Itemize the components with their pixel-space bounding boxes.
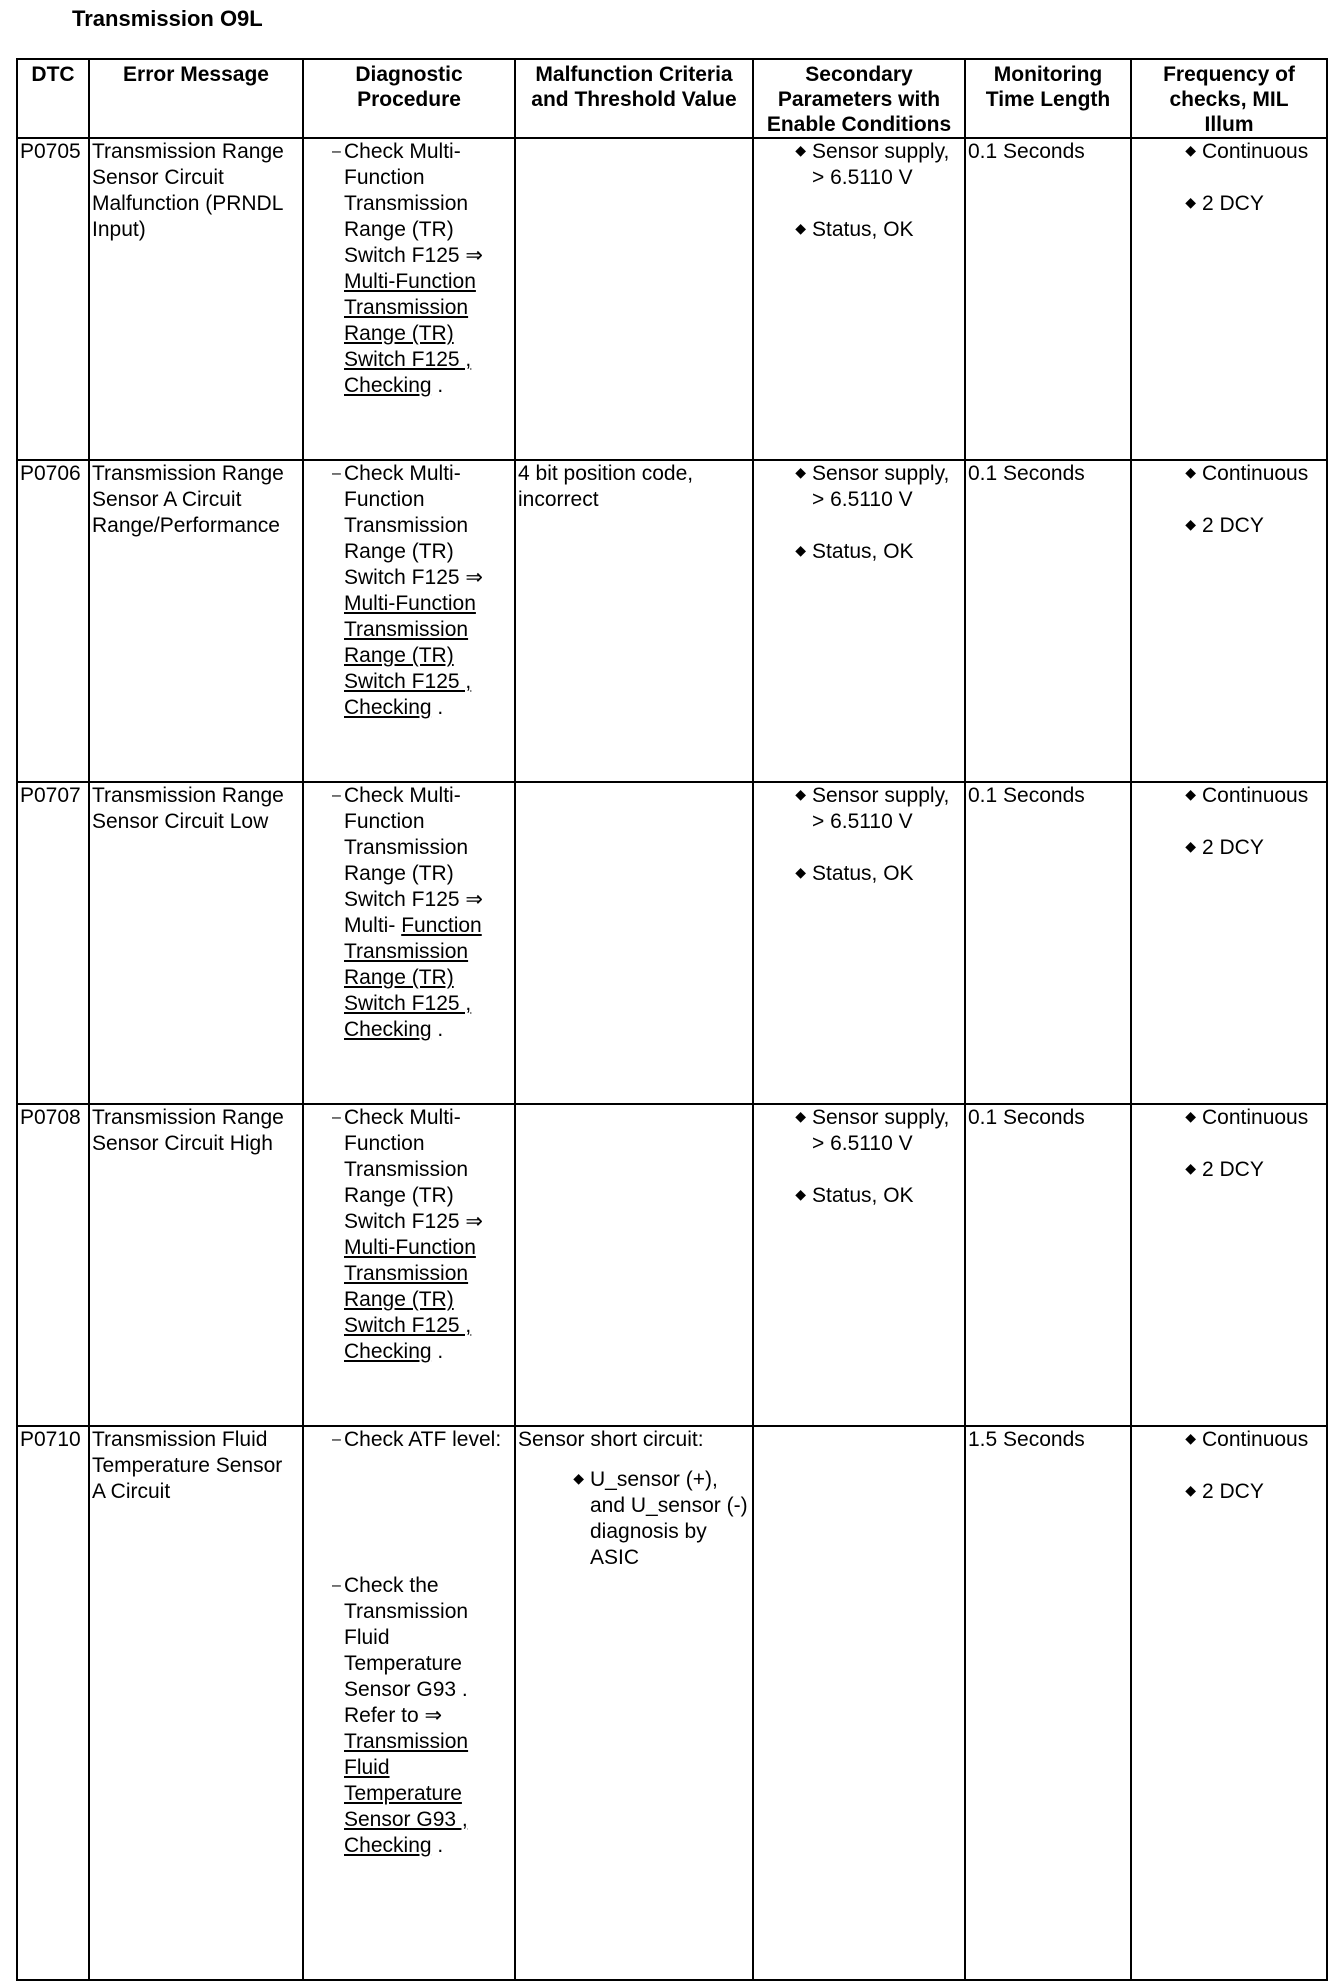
- diamond-bullet-icon: ◆: [1185, 464, 1196, 480]
- dtc-code: P0707: [17, 782, 89, 1104]
- procedure-link[interactable]: Transmission Fluid Temperature Sensor G93 , Checking: [344, 1730, 469, 1857]
- error-message: Transmission Range Sensor Circuit Malfunction (PRNDL Input): [89, 138, 303, 460]
- dash-icon: –: [332, 465, 341, 482]
- header-error-message: Error Message: [89, 59, 303, 138]
- secondary-parameters: [753, 1426, 965, 1980]
- table-row: [17, 1426, 1327, 1980]
- diagnostic-procedure: – Check Multi-Function Transmission Range (TR) Switch F125 ⇒ Multi- Function Transmission Range (TR) Switch F125 , Checking .: [303, 782, 515, 1104]
- error-message: Transmission Range Sensor A Circuit Range/Performance: [89, 460, 303, 782]
- procedure-link[interactable]: Multi-Function Transmission Range (TR) Switch F125 , Checking: [344, 270, 476, 397]
- diamond-bullet-icon: ◆: [1185, 1482, 1196, 1498]
- procedure-link[interactable]: Multi-Function Transmission Range (TR) Switch F125 , Checking: [344, 1236, 476, 1363]
- dash-icon: –: [332, 143, 341, 160]
- list-item: ◆ Sensor supply, > 6.5110 V: [790, 783, 962, 835]
- malfunction-criteria: [515, 138, 753, 460]
- diamond-bullet-icon: ◆: [795, 142, 806, 158]
- monitoring-time: 0.1 Seconds: [965, 460, 1131, 782]
- diagnostic-procedure: – Check Multi-Function Transmission Range (TR) Switch F125 ⇒ Multi-Function Transmission Range (TR) Switch F125 , Checking .: [303, 460, 515, 782]
- malfunction-criteria: 4 bit position code, incorrect: [515, 460, 753, 782]
- diamond-bullet-icon: ◆: [1185, 194, 1196, 210]
- list-item: ◆ U_sensor (+), and U_sensor (-) diagnosis by ASIC: [568, 1467, 750, 1571]
- header-malfunction-criteria: Malfunction Criteria and Threshold Value: [515, 59, 753, 138]
- list-item: ◆ 2 DCY: [1180, 191, 1324, 217]
- list-item: ◆ Continuous: [1180, 1105, 1324, 1131]
- procedure-link[interactable]: Function Transmission Range (TR) Switch F125 , Checking: [344, 914, 482, 1041]
- error-message: Transmission Fluid Temperature Sensor A Circuit: [89, 1426, 303, 1980]
- diamond-bullet-icon: ◆: [1185, 1108, 1196, 1124]
- diamond-bullet-icon: ◆: [795, 786, 806, 802]
- dtc-code: P0705: [17, 138, 89, 460]
- diamond-bullet-icon: ◆: [573, 1470, 584, 1486]
- header-monitoring-time: Monitoring Time Length: [965, 59, 1131, 138]
- list-item: ◆ 2 DCY: [1180, 835, 1324, 861]
- dtc-code: P0706: [17, 460, 89, 782]
- dash-icon: –: [332, 1577, 341, 1594]
- diamond-bullet-icon: ◆: [1185, 142, 1196, 158]
- header-secondary-parameters: Secondary Parameters with Enable Conditions: [753, 59, 965, 138]
- diamond-bullet-icon: ◆: [1185, 838, 1196, 854]
- list-item: ◆ Sensor supply, > 6.5110 V: [790, 139, 962, 191]
- dash-icon: –: [332, 1431, 341, 1448]
- table-row: [17, 1104, 1327, 1426]
- frequency: [1131, 138, 1327, 460]
- header-diagnostic-procedure: Diagnostic Procedure: [303, 59, 515, 138]
- list-item: ◆ 2 DCY: [1180, 1157, 1324, 1183]
- error-message: Transmission Range Sensor Circuit High: [89, 1104, 303, 1426]
- diagnostic-procedure: – Check Multi-Function Transmission Range (TR) Switch F125 ⇒ Multi-Function Transmission Range (TR) Switch F125 , Checking .: [303, 138, 515, 460]
- malfunction-criteria: Sensor short circuit: ◆ U_sensor (+), and U_sensor (-) diagnosis by ASIC: [515, 1426, 753, 1980]
- list-item: ◆ Status, OK: [790, 1183, 962, 1209]
- frequency: [1131, 460, 1327, 782]
- secondary-parameters: [753, 138, 965, 460]
- monitoring-time: 0.1 Seconds: [965, 782, 1131, 1104]
- error-message: Transmission Range Sensor Circuit Low: [89, 782, 303, 1104]
- dtc-table: [16, 58, 1328, 1981]
- table-row: [17, 138, 1327, 460]
- monitoring-time: 1.5 Seconds: [965, 1426, 1131, 1980]
- diamond-bullet-icon: ◆: [1185, 1160, 1196, 1176]
- dash-icon: –: [332, 787, 341, 804]
- secondary-parameters: [753, 460, 965, 782]
- diamond-bullet-icon: ◆: [1185, 1430, 1196, 1446]
- secondary-parameters: [753, 782, 965, 1104]
- diamond-bullet-icon: ◆: [795, 1108, 806, 1124]
- list-item: ◆ Status, OK: [790, 539, 962, 565]
- list-item: ◆ Continuous: [1180, 1427, 1324, 1453]
- list-item: ◆ Sensor supply, > 6.5110 V: [790, 461, 962, 513]
- monitoring-time: 0.1 Seconds: [965, 138, 1131, 460]
- secondary-parameters: [753, 1104, 965, 1426]
- diamond-bullet-icon: ◆: [795, 464, 806, 480]
- list-item: ◆ 2 DCY: [1180, 1479, 1324, 1505]
- monitoring-time: 0.1 Seconds: [965, 1104, 1131, 1426]
- document-title: Transmission O9L: [72, 6, 263, 31]
- frequency: [1131, 782, 1327, 1104]
- dash-icon: –: [332, 1109, 341, 1126]
- diamond-bullet-icon: ◆: [1185, 786, 1196, 802]
- diamond-bullet-icon: ◆: [795, 542, 806, 558]
- header-row: [17, 59, 1327, 138]
- diagnostic-procedure: – Check ATF level: – Check the Transmission Fluid Temperature Sensor G93 . Refer to ⇒ Transmission Fluid Temperature Sensor G93 , Checking .: [303, 1426, 515, 1980]
- malfunction-criteria: [515, 782, 753, 1104]
- table-row: [17, 460, 1327, 782]
- header-frequency: Frequency of checks, MIL Illum: [1131, 59, 1327, 138]
- diagnostic-procedure: – Check Multi-Function Transmission Range (TR) Switch F125 ⇒ Multi-Function Transmission Range (TR) Switch F125 , Checking .: [303, 1104, 515, 1426]
- list-item: ◆ 2 DCY: [1180, 513, 1324, 539]
- malfunction-criteria: [515, 1104, 753, 1426]
- header-dtc: DTC: [17, 59, 89, 138]
- diamond-bullet-icon: ◆: [795, 864, 806, 880]
- list-item: ◆ Continuous: [1180, 461, 1324, 487]
- list-item: ◆ Status, OK: [790, 861, 962, 887]
- diamond-bullet-icon: ◆: [795, 220, 806, 236]
- list-item: ◆ Status, OK: [790, 217, 962, 243]
- dtc-code: P0710: [17, 1426, 89, 1980]
- diamond-bullet-icon: ◆: [795, 1186, 806, 1202]
- list-item: ◆ Continuous: [1180, 783, 1324, 809]
- frequency: [1131, 1104, 1327, 1426]
- dtc-code: P0708: [17, 1104, 89, 1426]
- frequency: [1131, 1426, 1327, 1980]
- list-item: ◆ Sensor supply, > 6.5110 V: [790, 1105, 962, 1157]
- procedure-link[interactable]: Multi-Function Transmission Range (TR) Switch F125 , Checking: [344, 592, 476, 719]
- diamond-bullet-icon: ◆: [1185, 516, 1196, 532]
- table-row: [17, 782, 1327, 1104]
- list-item: ◆ Continuous: [1180, 139, 1324, 165]
